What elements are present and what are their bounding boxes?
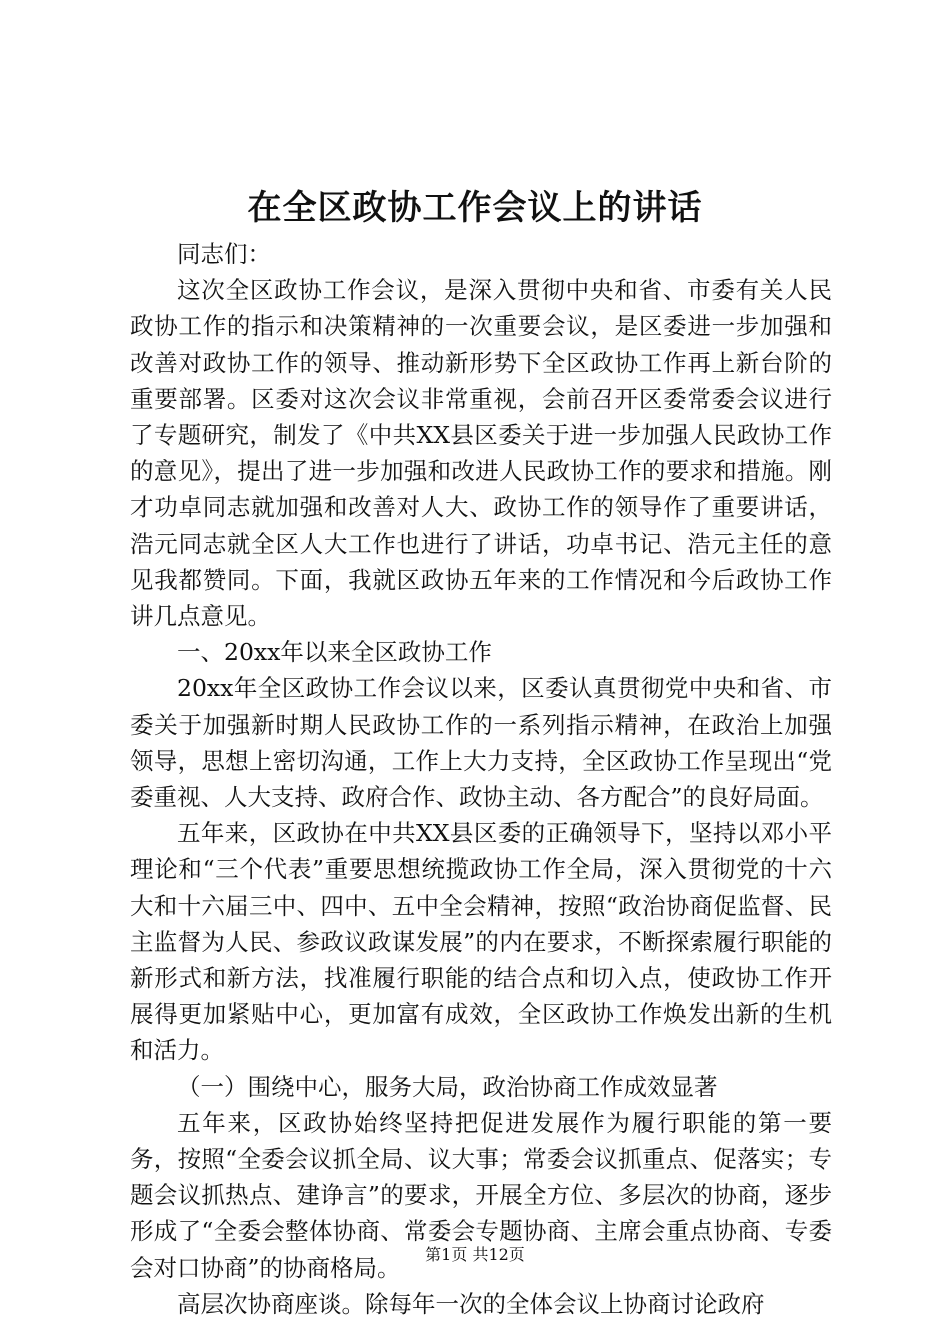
paragraph: 高层次协商座谈。除每年一次的全体会议上协商讨论政府 (177, 1289, 765, 1318)
subsection-heading: （一）围绕中心，服务大局，政治协商工作成效显著 (177, 1072, 718, 1101)
salutation: 同志们： (177, 240, 271, 268)
section-heading: 一、20xx年以来全区政协工作 (177, 638, 492, 667)
document-title: 在全区政协工作会议上的讲话 (247, 188, 703, 228)
paragraph: 五年来，区政协始终坚持把促进发展作为履行职能的第一要务，按照“全委会议抓全局、议大事；常委会议抓重点、促落实；专题会议抓热点、建诤言”的要求，开展全方位、多层次的协商，逐步形成了“全委会整体协商、常委会专题协商、主席会重点协商、专委会对口协商”的协商格局。 (130, 1108, 832, 1282)
page-footer: 第1页 共12页 (425, 1245, 525, 1264)
paragraph: 20xx年全区政协工作会议以来，区委认真贯彻党中央和省、市委关于加强新时期人民政协工作的一系列指示精神，在政治上加强领导，思想上密切沟通，工作上大力支持，全区政协工作呈现出“党委重视、人大支持、政府合作、政协主动、各方配合”的良好局面。 (130, 674, 832, 812)
document-body (130, 236, 832, 1322)
paragraph: 这次全区政协工作会议，是深入贯彻中央和省、市委有关人民政协工作的指示和决策精神的一次重要会议，是区委进一步加强和改善对政协工作的领导、推动新形势下全区政协工作再上新台阶的重要部署。区委对这次会议非常重视，会前召开区委常委会议进行了专题研究，制发了《中共XX县区委关于进一步加强人民政协工作的意见》，提出了进一步加强和改进人民政协工作的要求和措施。刚才功卓同志就加强和改善对人大、政协工作的领导作了重要讲话，浩元同志就全区人大工作也进行了讲话，功卓书记、浩元主任的意见我都赞同。下面，我就区政协五年来的工作情况和今后政协工作讲几点意见。 (130, 276, 832, 631)
paragraph: 五年来，区政协在中共XX县区委的正确领导下，坚持以邓小平理论和“三个代表”重要思想统揽政协工作全局，深入贯彻党的十六大和十六届三中、四中、五中全会精神，按照“政治协商促监督、民主监督为人民、参政议政谋发展”的内在要求，不断探索履行职能的新形式和新方法，找准履行职能的结合点和切入点，使政协工作开展得更加紧贴中心，更加富有成效，全区政协工作焕发出新的生机和活力。 (130, 819, 832, 1065)
